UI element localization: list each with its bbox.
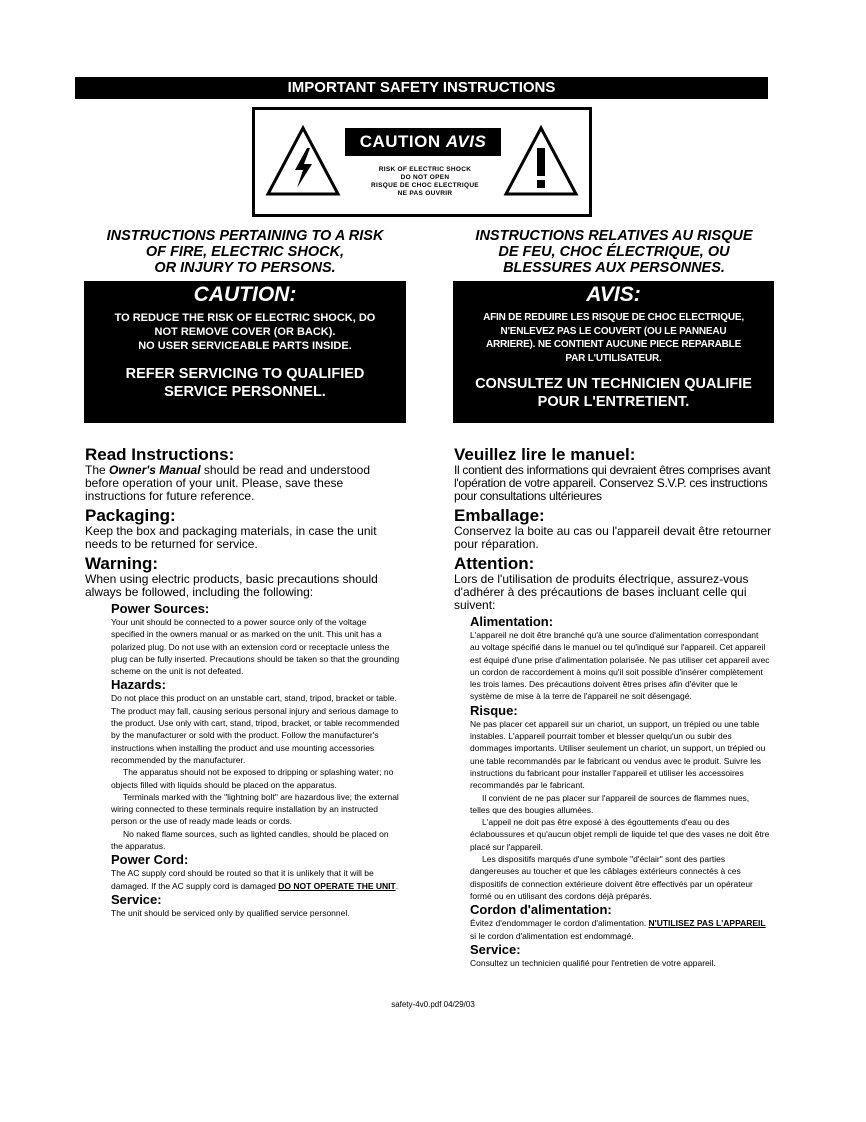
hazards-heading: Hazards: <box>111 677 166 693</box>
attention-heading: Attention: <box>454 554 535 573</box>
attention-text: Lors de l'utilisation de produits électrique, assurez-vous d'adhérer à des précautions de bases incluant celle qui suivent: <box>454 572 749 612</box>
caution-box-refer: REFER SERVICING TO QUALIFIED SERVICE PERSONNEL. <box>125 366 365 400</box>
english-heading: INSTRUCTIONS PERTAINING TO A RISK OF FIRE, ELECTRIC SHOCK, OR INJURY TO PERSONS. <box>106 228 384 276</box>
risque-text-1: Ne pas placer cet appareil sur un chariot, un support, un trépied ou une table instables. L'appareil pourrait tomber et blesser quelqu'un ou subir des dommages importants. Utiliser seulement un chariot, un support, un trépied ou une table recommandés par le fabricant ou vendus avec le produit. Suivre les instructions du fabricant pour installer l'appareil et utiliser les accessoires recommandés par le fabricant. <box>470 718 766 791</box>
avis-box-refer: CONSULTEZ UN TECHNICIEN QUALIFIE POUR L'ENTRETIENT. <box>475 376 752 410</box>
power-sources-heading: Power Sources: <box>111 601 210 616</box>
risque-heading: Risque: <box>470 702 518 718</box>
warning-heading: Warning: <box>85 554 159 573</box>
power-cord-heading: Power Cord: <box>111 852 189 868</box>
french-heading: INSTRUCTIONS RELATIVES AU RISQUE DE FEU, CHOC ÉLECTRIQUE, OU BLESSURES AUX PERSONNES. <box>475 228 753 276</box>
cordon-heading: Cordon d'alimentation: <box>470 902 612 918</box>
caution-box-text: TO REDUCE THE RISK OF ELECTRIC SHOCK, DO NOT REMOVE COVER (OR BACK). NO USER SERVICEABLE PARTS INSIDE. <box>114 312 376 352</box>
lightning-bolt-warning-icon <box>265 124 341 198</box>
risque-text-2: Il convient de ne pas placer sur l'appareil de sources de flammes nues, telles que des bougies allumées. <box>470 792 750 815</box>
caution-small-print: RISK OF ELECTRIC SHOCK DO NOT OPEN RISQUE DE CHOC ELECTRIQUE NE PAS OUVRIR <box>371 166 479 197</box>
exclamation-warning-icon <box>503 124 579 198</box>
english-column <box>85 446 405 919</box>
service-text: The unit should be serviced only by qualified service personnel. <box>111 907 350 918</box>
service-heading: Service: <box>111 891 162 907</box>
alimentation-text: L'appareil ne doit être branché qu'à une source d'alimentation correspondant au voltage spécifié dans le manuel ou tel qu'indiqué sur l'appareil. Cet appareil est équipé d'une prise d'alimentation polarisée. Ne pas utiliser cet appareil avec un cordon de raccordement à moins qu'il soit possible d'insérer complètement les trois lames. Des précautions doivent êtres prises afin d'éviter que le système de mise à la terre de l'appareil ne soit désengagé. <box>470 630 770 702</box>
caution-label-graphic <box>252 107 592 217</box>
alimentation-heading: Alimentation: <box>470 614 554 629</box>
emballage-text: Conservez la boite au cas ou l'appareil devait être retourner pour réparation. <box>454 524 772 551</box>
caution-avis-label: CAUTION AVIS <box>345 128 501 156</box>
hazards-text-3: Terminals marked with the "lightning bolt" are hazardous live; the external wiring connected to these terminals require installation by an instructed person or the use of ready made leads or cords. <box>111 791 399 827</box>
service-fr-heading: Service: <box>470 941 521 957</box>
english-caution-box <box>84 281 406 423</box>
hazards-text-4: No naked flame sources, such as lighted candles, should be placed on the apparatus. <box>111 828 389 852</box>
avis-box-text: AFIN DE REDUIRE LES RISQUE DE CHOC ELECTRIQUE, N'ENLEVEZ PAS LE COUVERT (OU LE PANNEAU ARRIERE). NE CONTIENT AUCUNE PIECE REPARABLE PAR L'UTILISATEUR. <box>483 312 744 364</box>
read-instructions-text: The Owner's Manual should be read and understood before operation of your unit. Please, save these instructions for future reference. <box>85 463 371 503</box>
hazards-text-1: Do not place this product on an unstable cart, stand, tripod, bracket or table. The product may fall, causing serious personal injury and serious damage to the product. Use only with cart, stand, tripod, bracket, or table recommended by the manufacturer or sold with the product. Follow the manufacturer's instructions when installing the product and use mounting accessories recommended by the manufacturer. <box>111 693 400 765</box>
veuillez-lire-heading: Veuillez lire le manuel: <box>454 445 636 464</box>
french-avis-box <box>453 281 774 423</box>
caution-box-title: CAUTION: <box>193 283 297 306</box>
french-column <box>454 446 774 969</box>
packaging-text: Keep the box and packaging materials, in case the unit needs to be returned for service. <box>85 524 377 551</box>
risque-text-3: L'appeil ne doit pas être exposé à des égouttements d'eau ou des éclaboussures et qu'aucun objet rempli de liquide tel que des vases ne doit être placé sur l'appareil. <box>470 817 770 852</box>
power-cord-text: The AC supply cord should be routed so that it is unlikely that it will be damaged. If the AC supply cord is damaged DO NOT OPERATE THE UNIT. <box>111 868 399 891</box>
risque-text-4: Les dispositifs marqués d'une symbole "d'éclair" sont des parties dangereuses au toucher et que les câblages extérieurs connectés à ces dispositifs de connection extérieure doivent être effectivés par un opérateur formé ou en utilisant des cordons déjà préparés. <box>470 854 753 901</box>
cordon-text: Évitez d'endommager le cordon d'alimentation. N'UTILISEZ PAS L'APPAREIL si le cordon d'alimentation est endommagé. <box>470 918 766 941</box>
footer-filename: safety-4v0.pdf 04/29/03 <box>391 1000 475 1009</box>
avis-box-title: AVIS: <box>586 283 641 306</box>
page-title: IMPORTANT SAFETY INSTRUCTIONS <box>75 77 768 99</box>
emballage-heading: Emballage: <box>454 506 545 525</box>
packaging-heading: Packaging: <box>85 506 176 525</box>
warning-text: When using electric products, basic precautions should always be followed, including the following: <box>85 572 378 599</box>
service-fr-text: Consultez un technicien qualifié pour l'entretien de votre appareil. <box>470 957 716 968</box>
power-sources-text: Your unit should be connected to a power source only of the voltage specified in the owners manual or as marked on the unit. This unit has a polarized plug. Do not use with an extension cord or receptacle unless the plug can be fully inserted. Precautions should be taken so that the grounding scheme on the unit is not defeated. <box>111 617 400 677</box>
read-instructions-heading: Read Instructions: <box>85 445 235 464</box>
hazards-text-2: The apparatus should not be exposed to dripping or splashing water; no objects filled with liquids should be placed on the apparatus. <box>111 767 394 790</box>
veuillez-lire-text: Il contient des informations qui devraient êtres comprises avant l'opération de votre appareil. Conservez S.V.P. ces instructions pour consultations ultérieures <box>454 463 771 503</box>
